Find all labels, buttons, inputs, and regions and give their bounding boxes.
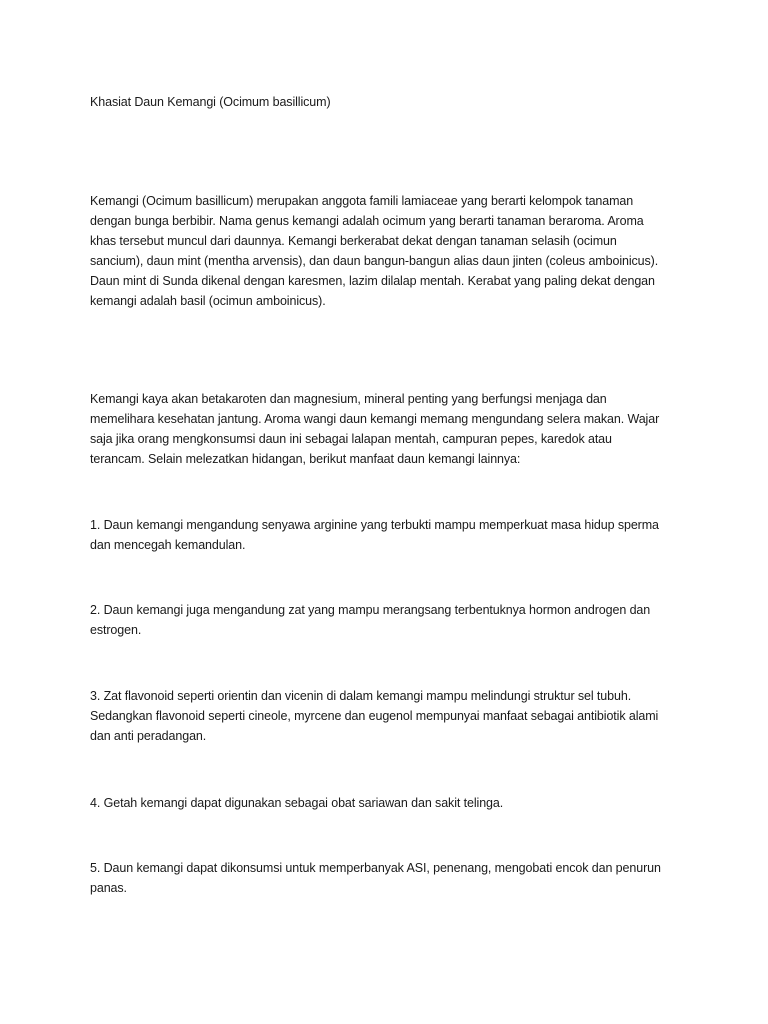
intro-paragraph (90, 191, 690, 311)
nutrition-paragraph (90, 389, 690, 469)
list-item-line: estrogen. (90, 623, 142, 637)
benefit-item-5 (90, 858, 690, 898)
document-title (90, 92, 690, 112)
list-item-line: 3. Zat flavonoid seperti orientin dan vicenin di dalam kemangi mampu melindungi struktur sel tubuh. (90, 689, 632, 703)
paragraph-line: sancium), daun mint (mentha arvensis), dan daun bangun-bangun alias daun jinten (coleus amboinicus). (90, 254, 659, 268)
paragraph-line: terancam. Selain melezatkan hidangan, berikut manfaat daun kemangi lainnya: (90, 452, 521, 466)
paragraph-line: saja jika orang mengkonsumsi daun ini sebagai lalapan mentah, campuran pepes, karedok atau (90, 432, 612, 446)
list-item-line: dan mencegah kemandulan. (90, 538, 246, 552)
paragraph-line: memelihara kesehatan jantung. Aroma wangi daun kemangi memang mengundang selera makan. Wajar (90, 412, 660, 426)
list-item-line: Sedangkan flavonoid seperti cineole, myrcene dan eugenol mempunyai manfaat sebagai antibiotik alami (90, 709, 659, 723)
list-item-line: 4. Getah kemangi dapat digunakan sebagai obat sariawan dan sakit telinga. (90, 796, 504, 810)
paragraph-line: kemangi adalah basil (ocimun amboinicus). (90, 294, 326, 308)
benefit-item-4 (90, 793, 690, 813)
list-item-line: 1. Daun kemangi mengandung senyawa arginine yang terbukti mampu memperkuat masa hidup sperma (90, 518, 659, 532)
paragraph-line: khas tersebut muncul dari daunnya. Kemangi berkerabat dekat dengan tanaman selasih (ocimun (90, 234, 617, 248)
list-item-line: 5. Daun kemangi dapat dikonsumsi untuk memperbanyak ASI, penenang, mengobati encok dan penurun (90, 861, 661, 875)
list-item-line: panas. (90, 881, 127, 895)
benefit-item-3 (90, 686, 690, 746)
list-item-line: 2. Daun kemangi juga mengandung zat yang mampu merangsang terbentuknya hormon androgen dan (90, 603, 651, 617)
benefit-item-2 (90, 600, 690, 640)
paragraph-line: Kemangi kaya akan betakaroten dan magnesium, mineral penting yang berfungsi menjaga dan (90, 392, 607, 406)
title-text: Khasiat Daun Kemangi (Ocimum basillicum) (90, 95, 331, 109)
paragraph-line: Kemangi (Ocimum basillicum) merupakan anggota famili lamiaceae yang berarti kelompok tanaman (90, 194, 634, 208)
benefit-item-1 (90, 515, 690, 555)
paragraph-line: Daun mint di Sunda dikenal dengan karesmen, lazim dilalap mentah. Kerabat yang paling dekat dengan (90, 274, 655, 288)
list-item-line: dan anti peradangan. (90, 729, 207, 743)
paragraph-line: dengan bunga berbibir. Nama genus kemangi adalah ocimum yang berarti tanaman beraroma. Aroma (90, 214, 644, 228)
